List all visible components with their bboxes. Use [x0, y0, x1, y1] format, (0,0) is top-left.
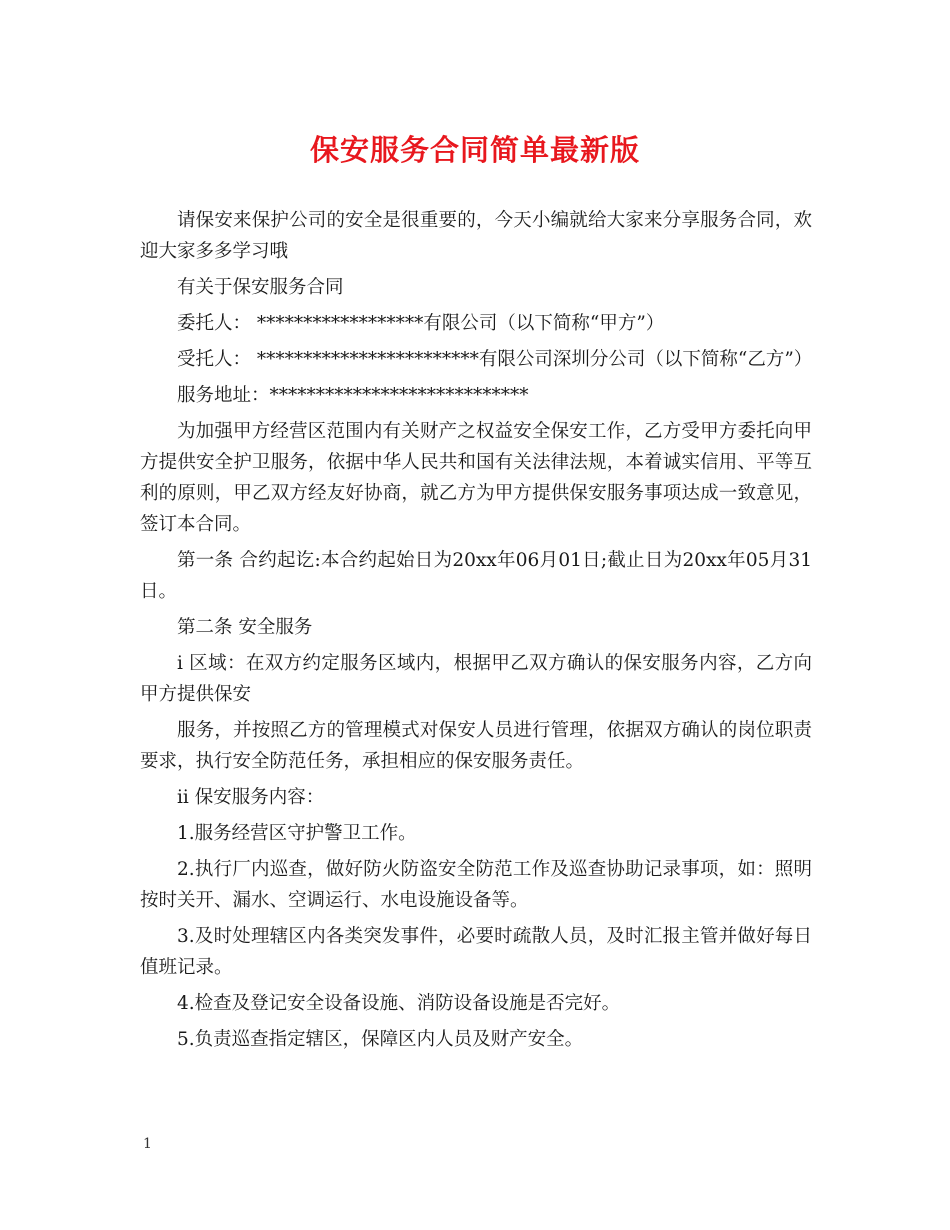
paragraph-purpose: 为加强甲方经营区范围内有关财产之权益安全保安工作，乙方受甲方委托向甲方提供安全护卫服务，依据中华人民共和国有关法律法规，本着诚实信用、平等互利的原则，甲乙双方经友好协商，就乙方为甲方提供保安服务事项达成一致意见，签订本合同。 — [140, 421, 812, 535]
paragraph-service: 服务，并按照乙方的管理模式对保安人员进行管理，依据双方确认的岗位职责要求，执行安全防范任务，承担相应的保安服务责任。 — [140, 720, 812, 772]
paragraph-area: i 区域：在双方约定服务区域内，根据甲乙双方确认的保安服务内容，乙方向甲方提供保安 — [140, 653, 812, 705]
paragraph-contractor: 受托人： ************************有限公司深圳分公司（以下简称“乙方”） — [177, 349, 813, 370]
document-body — [140, 205, 812, 1060]
paragraph-client: 委托人： ******************有限公司（以下简称“甲方”） — [177, 313, 665, 334]
list-item: 3.及时处理辖区内各类突发事件，必要时疏散人员，及时汇报主管并做好每日值班记录。 — [140, 926, 812, 978]
document-title: 保安服务合同简单最新版 — [309, 133, 640, 167]
list-item: 5.负责巡查指定辖区，保障区内人员及财产安全。 — [177, 1029, 584, 1050]
list-item: 1.服务经营区守护警卫工作。 — [177, 823, 417, 844]
paragraph-address: 服务地址：**************************** — [177, 385, 529, 406]
paragraph-content-heading: ii 保安服务内容： — [177, 787, 325, 808]
paragraph-article-2: 第二条 安全服务 — [177, 617, 313, 638]
list-item: 4.检查及登记安全设备设施、消防设备设施是否完好。 — [177, 993, 621, 1014]
paragraph-heading: 有关于保安服务合同 — [177, 277, 344, 298]
paragraph-intro: 请保安来保护公司的安全是很重要的，今天小编就给大家来分享服务合同，欢迎大家多多学习哦 — [140, 210, 812, 262]
list-item: 2.执行厂内巡查，做好防火防盗安全防范工作及巡查协助记录事项，如：照明按时关开、漏水、空调运行、水电设施设备等。 — [140, 859, 812, 911]
paragraph-article-1: 第一条 合约起讫:本合约起始日为20xx年06月01日;截止日为20xx年05月31日。 — [140, 550, 812, 602]
page-number: 1 — [143, 1136, 152, 1152]
